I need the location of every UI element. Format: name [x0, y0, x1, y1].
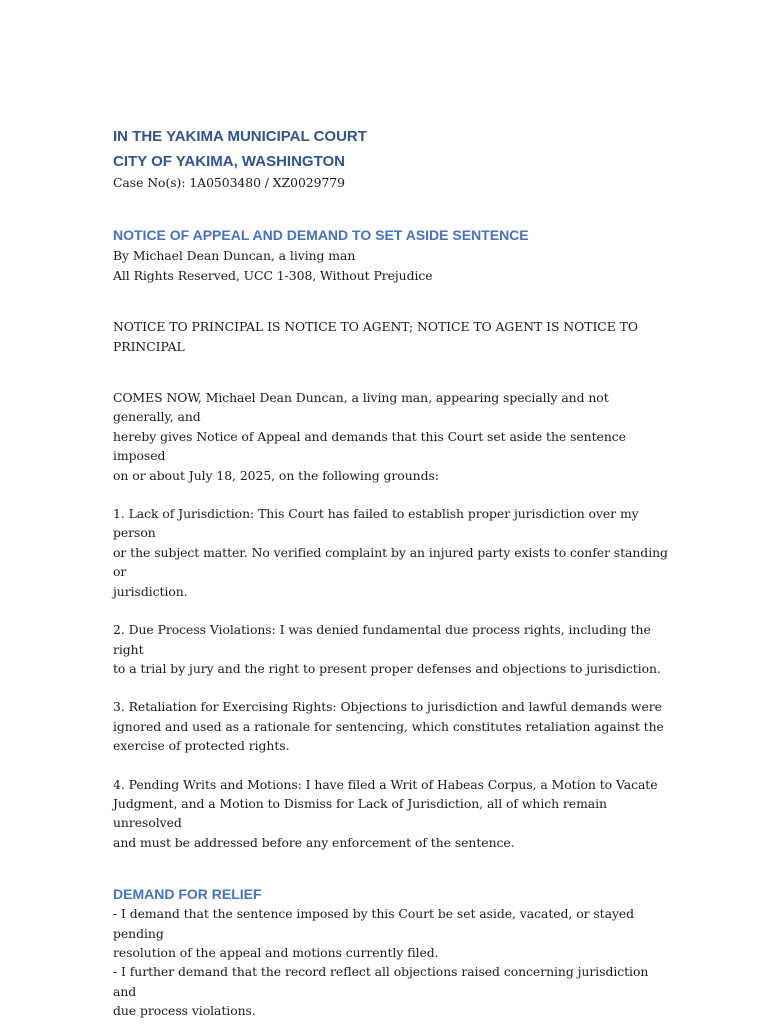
paragraph-line: due process violations.	[113, 1003, 256, 1019]
paragraph-line: 3. Retaliation for Exercising Rights: Objections to jurisdiction and lawful demands were	[113, 699, 662, 715]
paragraph-line: - I further demand that the record reflect all objections raised concerning jurisdiction and	[113, 964, 649, 999]
paragraph-line: hereby gives Notice of Appeal and demands that this Court set aside the sentence imposed	[113, 428, 626, 464]
paragraph-line: 4. Pending Writs and Motions: I have filed a Writ of Habeas Corpus, a Motion to Vacate	[113, 776, 658, 792]
document-page	[113, 124, 673, 1021]
paragraph-line: resolution of the appeal and motions currently filed.	[113, 944, 439, 960]
principal-agent-notice: NOTICE TO PRINCIPAL IS NOTICE TO AGENT; NOTICE TO AGENT IS NOTICE TO PRINCIPAL	[113, 319, 638, 354]
paragraph-line: - I demand that the sentence imposed by this Court be set aside, vacated, or stayed pending	[113, 906, 635, 941]
relief-paragraph	[113, 904, 673, 1020]
paragraph-line: jurisdiction.	[113, 583, 188, 599]
by-line: By Michael Dean Duncan, a living man	[113, 248, 356, 264]
paragraph-line: 2. Due Process Violations: I was denied fundamental due process rights, including the right	[113, 622, 651, 657]
relief-heading: DEMAND FOR RELIEF	[113, 886, 262, 903]
case-numbers: Case No(s): 1A0503480 / XZ0029779	[113, 175, 345, 190]
court-location: CITY OF YAKIMA, WASHINGTON	[113, 153, 345, 170]
ground-4-paragraph	[113, 775, 673, 853]
paragraph-line: or the subject matter. No verified complaint by an injured party exists to confer standing or	[113, 544, 668, 580]
paragraph-line: COMES NOW, Michael Dean Duncan, a living man, appearing specially and not generally, and	[113, 390, 609, 425]
ground-2-paragraph	[113, 620, 673, 678]
court-caption	[113, 124, 673, 192]
paragraph-line: exercise of protected rights.	[113, 738, 290, 754]
paragraph-line: to a trial by jury and the right to present proper defenses and objections to jurisdiction.	[113, 660, 661, 676]
ground-3-paragraph	[113, 697, 673, 755]
ground-1-paragraph	[113, 504, 673, 601]
comes-now-paragraph	[113, 388, 673, 485]
paragraph-line: and must be addressed before any enforcement of the sentence.	[113, 834, 515, 850]
paragraph-line: on or about July 18, 2025, on the following grounds:	[113, 467, 439, 483]
paragraph-line: 1. Lack of Jurisdiction: This Court has failed to establish proper jurisdiction over my person	[113, 506, 639, 541]
paragraph-line: ignored and used as a rationale for sentencing, which constitutes retaliation against the	[113, 718, 664, 734]
court-name: IN THE YAKIMA MUNICIPAL COURT	[113, 128, 367, 145]
rights-reservation: All Rights Reserved, UCC 1-308, Without Prejudice	[113, 267, 433, 283]
notice-heading: NOTICE OF APPEAL AND DEMAND TO SET ASIDE SENTENCE	[113, 227, 529, 244]
paragraph-line: Judgment, and a Motion to Dismiss for Lack of Jurisdiction, all of which remain unresolved	[113, 795, 607, 831]
